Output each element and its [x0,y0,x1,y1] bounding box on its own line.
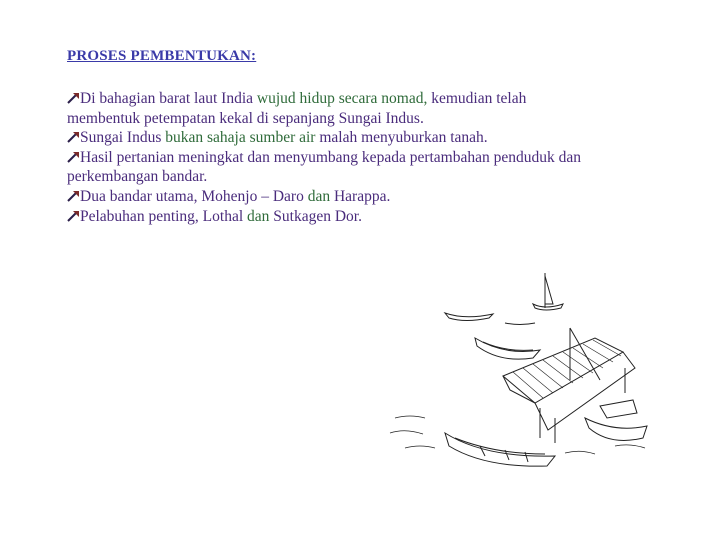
item-text: bukan sahaja sumber air [165,129,316,147]
item-text: Sungai Indus [80,129,166,147]
item-text: perkembangan bandar. [67,168,208,186]
list-item [67,187,687,207]
item-text: Pelabuhan penting, Lothal [80,207,248,225]
list-item [67,207,687,227]
item-text: membentuk petempatan kekal di sepanjang Sungai Indus. [67,109,424,127]
motorboat-icon [585,400,647,440]
arrow-bullet-icon [67,92,80,104]
page-title: PROSES PEMBENTUKAN: [67,48,257,64]
item-text: dan [247,207,270,225]
list-item [67,148,687,187]
arrow-bullet-icon [67,151,80,163]
item-text: malah menyuburkan tanah. [315,129,488,147]
rowboat-icon [475,338,540,359]
item-text: wujud hidup secara nomad, [256,90,428,107]
arrow-bullet-icon [67,210,80,222]
item-text: Sutkagen Dor. [269,207,362,225]
item-text: Dua bandar utama, Mohenjo – Daro [80,187,308,205]
item-text: Di bahagian barat laut India [80,90,257,107]
item-text: Hasil pertanian meningkat dan menyumbang kepada pertambahan penduduk dan [80,148,582,166]
rowboat-icon [445,433,555,466]
list-item [67,128,687,148]
harbor-dock-boats-illustration [385,268,660,468]
item-text: kemudian telah [427,90,527,107]
bullet-list [67,89,687,226]
sailboat-icon [533,273,563,310]
list-item [67,89,687,128]
arrow-bullet-icon [67,190,80,202]
item-text: dan [307,187,331,205]
arrow-bullet-icon [67,131,80,143]
item-text: Harappa. [330,187,391,205]
